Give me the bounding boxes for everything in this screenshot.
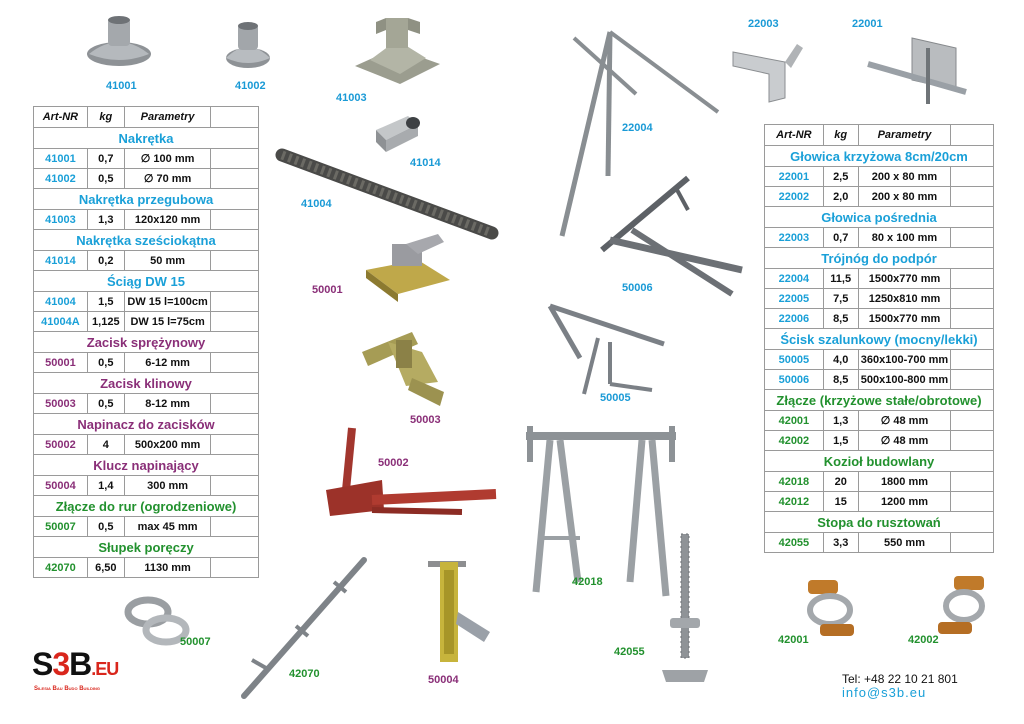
table-row (765, 289, 994, 309)
section-header-row (34, 373, 259, 394)
header-art-nr: Art-NR (765, 125, 824, 146)
label-22001: 22001 (852, 18, 883, 30)
kg-cell: 1,3 (823, 411, 858, 431)
kg-cell: 0,5 (87, 517, 124, 537)
table-row (34, 210, 259, 230)
table-row (765, 309, 994, 329)
kg-cell: 0,5 (87, 169, 124, 189)
table-row (34, 353, 259, 373)
product-50002-clamp-tensioner-image (312, 420, 502, 530)
kg-cell: 1,4 (87, 476, 124, 496)
label-50003: 50003 (410, 414, 441, 426)
section-title: Głowica krzyżowa 8cm/20cm (765, 146, 994, 167)
art-nr-cell: 50002 (34, 435, 88, 455)
header-parametry: Parametry (858, 125, 951, 146)
kg-cell: 6,50 (87, 558, 124, 578)
label-42001: 42001 (778, 634, 809, 646)
label-50006: 50006 (622, 282, 653, 294)
product-22003-intermediate-head-image (725, 38, 807, 106)
kg-cell: 8,5 (823, 370, 858, 390)
parametry-cell: 500x100-800 mm (858, 370, 951, 390)
parametry-cell: 300 mm (124, 476, 211, 496)
parametry-cell: 360x100-700 mm (858, 350, 951, 370)
kg-cell: 7,5 (823, 289, 858, 309)
label-22004: 22004 (622, 122, 653, 134)
section-title: Nakrętka (34, 128, 259, 149)
section-header-row (34, 496, 259, 517)
table-row (765, 350, 994, 370)
right-table-header (765, 125, 994, 146)
art-nr-cell: 22003 (765, 228, 824, 248)
product-42018-trestle-image (520, 422, 680, 602)
section-header-row (765, 248, 994, 269)
empty-cell (951, 167, 994, 187)
section-header-row (34, 537, 259, 558)
table-row (34, 169, 259, 189)
empty-cell (211, 169, 259, 189)
section-title: Złącze (krzyżowe stałe/obrotowe) (765, 390, 994, 411)
label-50005: 50005 (600, 392, 631, 404)
art-nr-cell: 41004 (34, 292, 88, 312)
art-nr-cell: 22001 (765, 167, 824, 187)
parametry-cell: ∅ 48 mm (858, 431, 951, 451)
parametry-cell: ∅ 100 mm (124, 149, 211, 169)
empty-cell (211, 149, 259, 169)
kg-cell: 8,5 (823, 309, 858, 329)
section-header-row (765, 207, 994, 228)
empty-cell (211, 394, 259, 414)
empty-cell (951, 431, 994, 451)
parametry-cell: 120x120 mm (124, 210, 211, 230)
kg-cell: 1,5 (823, 431, 858, 451)
contact-phone: Tel: +48 22 10 21 801 (842, 672, 958, 686)
section-header-row (34, 189, 259, 210)
table-row (765, 472, 994, 492)
table-row (34, 517, 259, 537)
parametry-cell: 80 x 100 mm (858, 228, 951, 248)
table-row (34, 435, 259, 455)
parametry-cell: 1130 mm (124, 558, 211, 578)
label-41001: 41001 (106, 80, 137, 92)
product-50005-formwork-clamp-image (540, 298, 670, 398)
kg-cell: 0,7 (87, 149, 124, 169)
parametry-cell: ∅ 70 mm (124, 169, 211, 189)
section-header-row (765, 512, 994, 533)
section-header-row (34, 128, 259, 149)
parametry-cell: DW 15 l=100cm (124, 292, 211, 312)
empty-cell (951, 472, 994, 492)
table-row (765, 269, 994, 289)
product-50006-formwork-clamp-image (592, 170, 752, 300)
empty-cell (211, 251, 259, 271)
parametry-cell: 1500x770 mm (858, 269, 951, 289)
parametry-cell: 50 mm (124, 251, 211, 271)
label-41014: 41014 (410, 157, 441, 169)
empty-cell (951, 533, 994, 553)
label-41002: 41002 (235, 80, 266, 92)
art-nr-cell: 50001 (34, 353, 88, 373)
empty-cell (951, 350, 994, 370)
empty-cell (211, 517, 259, 537)
kg-cell: 1,5 (87, 292, 124, 312)
empty-cell (211, 210, 259, 230)
kg-cell: 11,5 (823, 269, 858, 289)
parametry-cell: ∅ 48 mm (858, 411, 951, 431)
label-41004: 41004 (301, 198, 332, 210)
parametry-cell: DW 15 l=75cm (124, 312, 211, 332)
table-row (34, 558, 259, 578)
section-title: Kozioł budowlany (765, 451, 994, 472)
section-header-row (34, 414, 259, 435)
section-header-row (34, 332, 259, 353)
parametry-cell: 1250x810 mm (858, 289, 951, 309)
product-41002-wing-nut-image (222, 16, 274, 72)
table-row (765, 187, 994, 207)
logo-eu: .EU (91, 659, 119, 679)
product-41001-wing-nut-image (84, 10, 154, 72)
table-row (765, 533, 994, 553)
logo-digit-3: 3 (52, 646, 70, 682)
kg-cell: 2,0 (823, 187, 858, 207)
logo-letter-b: B (69, 646, 92, 682)
table-row (34, 251, 259, 271)
section-title: Napinacz do zacisków (34, 414, 259, 435)
label-42018: 42018 (572, 576, 603, 588)
kg-cell: 1,125 (87, 312, 124, 332)
art-nr-cell: 41002 (34, 169, 88, 189)
art-nr-cell: 42001 (765, 411, 824, 431)
art-nr-cell: 22006 (765, 309, 824, 329)
section-header-row (34, 230, 259, 251)
product-42002-swivel-coupler-image (932, 574, 994, 644)
section-title: Złącze do rur (ogrodzeniowe) (34, 496, 259, 517)
section-title: Stopa do rusztowań (765, 512, 994, 533)
empty-cell (951, 370, 994, 390)
table-row (765, 411, 994, 431)
parametry-cell: max 45 mm (124, 517, 211, 537)
empty-cell (211, 353, 259, 373)
art-nr-cell: 41004A (34, 312, 88, 332)
header-art-nr: Art-NR (34, 107, 88, 128)
left-spec-table (33, 106, 259, 578)
section-title: Nakrętka sześciokątna (34, 230, 259, 251)
kg-cell: 0,5 (87, 394, 124, 414)
parametry-cell: 1800 mm (858, 472, 951, 492)
table-row (765, 431, 994, 451)
section-title: Zacisk sprężynowy (34, 332, 259, 353)
art-nr-cell: 42018 (765, 472, 824, 492)
empty-cell (951, 187, 994, 207)
empty-cell (211, 476, 259, 496)
art-nr-cell: 22002 (765, 187, 824, 207)
kg-cell: 3,3 (823, 533, 858, 553)
table-row (765, 228, 994, 248)
empty-cell (951, 492, 994, 512)
table-row (765, 167, 994, 187)
section-header-row (34, 455, 259, 476)
art-nr-cell: 22005 (765, 289, 824, 309)
art-nr-cell: 41001 (34, 149, 88, 169)
parametry-cell: 200 x 80 mm (858, 187, 951, 207)
kg-cell: 0,2 (87, 251, 124, 271)
parametry-cell: 1500x770 mm (858, 309, 951, 329)
empty-cell (951, 269, 994, 289)
kg-cell: 2,5 (823, 167, 858, 187)
section-title: Nakrętka przegubowa (34, 189, 259, 210)
product-50001-spring-clamp-image (358, 230, 458, 305)
empty-cell (951, 228, 994, 248)
parametry-cell: 550 mm (858, 533, 951, 553)
art-nr-cell: 42002 (765, 431, 824, 451)
label-22003: 22003 (748, 18, 779, 30)
section-header-row (765, 451, 994, 472)
product-41003-hinged-nut-image (350, 8, 445, 88)
company-logo (30, 648, 130, 698)
kg-cell: 1,3 (87, 210, 124, 230)
section-header-row (765, 146, 994, 167)
section-title: Ścisk szalunkowy (mocny/lekki) (765, 329, 994, 350)
label-42002: 42002 (908, 634, 939, 646)
art-nr-cell: 50003 (34, 394, 88, 414)
section-title: Słupek poręczy (34, 537, 259, 558)
empty-cell (951, 289, 994, 309)
table-row (34, 292, 259, 312)
art-nr-cell: 50006 (765, 370, 824, 390)
header-parametry: Parametry (124, 107, 211, 128)
logo-letter-s: S (32, 646, 53, 682)
table-row (34, 394, 259, 414)
parametry-cell: 6-12 mm (124, 353, 211, 373)
art-nr-cell: 42070 (34, 558, 88, 578)
kg-cell: 15 (823, 492, 858, 512)
section-header-row (765, 390, 994, 411)
product-42001-fixed-coupler-image (800, 576, 864, 646)
product-22001-cross-head-image (862, 28, 972, 108)
art-nr-cell: 41003 (34, 210, 88, 230)
label-50007: 50007 (180, 636, 211, 648)
parametry-cell: 500x200 mm (124, 435, 211, 455)
right-spec-table (764, 124, 994, 553)
label-42070: 42070 (289, 668, 320, 680)
contact-email[interactable]: info@s3b.eu (842, 685, 927, 700)
label-50002: 50002 (378, 457, 409, 469)
left-table-header (34, 107, 259, 128)
product-50003-wedge-clamp-image (352, 322, 462, 412)
label-42055: 42055 (614, 646, 645, 658)
table-row (34, 312, 259, 332)
parametry-cell: 1200 mm (858, 492, 951, 512)
label-41003: 41003 (336, 92, 367, 104)
empty-cell (951, 309, 994, 329)
kg-cell: 20 (823, 472, 858, 492)
empty-cell (211, 435, 259, 455)
section-title: Głowica pośrednia (765, 207, 994, 228)
art-nr-cell: 42012 (765, 492, 824, 512)
kg-cell: 0,5 (87, 353, 124, 373)
parametry-cell: 8-12 mm (124, 394, 211, 414)
section-title: Klucz napinający (34, 455, 259, 476)
header-empty (211, 107, 259, 128)
kg-cell: 0,7 (823, 228, 858, 248)
section-header-row (765, 329, 994, 350)
art-nr-cell: 50005 (765, 350, 824, 370)
kg-cell: 4 (87, 435, 124, 455)
label-50001: 50001 (312, 284, 343, 296)
logo-tagline: Silesia Bau Budo Building (34, 686, 101, 692)
art-nr-cell: 22004 (765, 269, 824, 289)
table-row (34, 476, 259, 496)
art-nr-cell: 41014 (34, 251, 88, 271)
parametry-cell: 200 x 80 mm (858, 167, 951, 187)
empty-cell (211, 312, 259, 332)
section-header-row (34, 271, 259, 292)
art-nr-cell: 42055 (765, 533, 824, 553)
table-row (765, 370, 994, 390)
kg-cell: 4,0 (823, 350, 858, 370)
header-empty (951, 125, 994, 146)
art-nr-cell: 50007 (34, 517, 88, 537)
table-row (34, 149, 259, 169)
empty-cell (951, 411, 994, 431)
section-title: Zacisk klinowy (34, 373, 259, 394)
product-42055-base-jack-image (660, 530, 710, 690)
label-50004: 50004 (428, 674, 459, 686)
section-title: Trójnóg do podpór (765, 248, 994, 269)
empty-cell (211, 292, 259, 312)
section-title: Ściąg DW 15 (34, 271, 259, 292)
table-row (765, 492, 994, 512)
product-50004-tension-key-image (418, 542, 498, 672)
header-kg: kg (823, 125, 858, 146)
header-kg: kg (87, 107, 124, 128)
art-nr-cell: 50004 (34, 476, 88, 496)
